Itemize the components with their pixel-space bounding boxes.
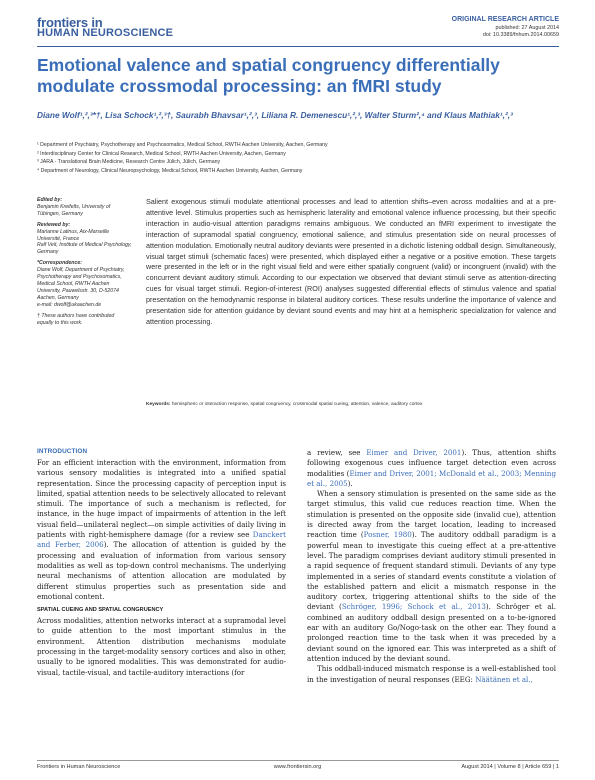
affiliation-4: ⁴ Department of Neurology, Clinical Neuropsychology, Medical School, RWTH Aachen University, Aachen, Germany bbox=[37, 167, 303, 174]
paragraph: For an efficient interaction with the environment, information from various sensory modalities is integrated into a unified spatial representation. Since the processing capacity of perception input is limited, spatial attention needs to be selectively allocated to relevant stimuli. The importance of such a mechanism is reflected, for instance, in the huge impact of impairments of attention in the left visual field—unilateral neglect—on simple activities of daily living in patients with right-hemisphere damage (for a review see Danckert and Ferber, 2006). The allocation of attention is guided by the processing and evaluation of information from various sensory modalities as well as top-down control mechanisms. The underlying neural mechanisms of attention allocation are modulated by different stimulus properties such as presentation side and emotional content. bbox=[37, 458, 286, 601]
reviewed-by-label: Reviewed by: bbox=[37, 221, 71, 228]
doi: doi: 10.3389/fnhum.2014.00659 bbox=[482, 32, 559, 38]
citation-link[interactable]: Posner, 1980 bbox=[363, 530, 412, 540]
publication-info bbox=[483, 25, 559, 39]
reviewer-1: Marianne Latinus, Aix-Marseille Université, France bbox=[37, 228, 110, 242]
footer-journal: Frontiers in Human Neuroscience bbox=[37, 764, 121, 770]
edited-by: Benjamin Kreifelts, University of Tübingen, Germany bbox=[37, 203, 111, 217]
affiliations bbox=[37, 141, 557, 175]
body-column-left bbox=[37, 448, 286, 678]
paragraph: This oddball-induced mismatch response is a well-established tool in the investigation of neural responses (EEG: Näätänen et al., bbox=[307, 664, 556, 684]
paragraph: Across modalities, attention networks interact at a supramodal level to guide attention to the most important stimulus in the environment. Attention distribution mechanisms modulate processing in the target-modality sensory cortices and also in other, usually to be ignored modalities. This was demonstrated for audio-visual, tactile-visual, and tactile-auditory interactions (for bbox=[37, 616, 286, 677]
paragraph: a review, see Eimer and Driver, 2001). Thus, attention shifts following exogenous cues influence target detection even across modalities (Eimer and Driver, 2001; McDonald et al., 2003; Menning et al., 2005). bbox=[307, 448, 556, 488]
abstract: Salient exogenous stimuli modulate attentional processes and lead to attention shifts–even across modalities and at a pre-attentive level. Stimulus properties such as hemispheric laterality and emotional valence influence processing, but their specific interaction in audio-visual attention paradigms remains ambiguous. We conducted an fMRI experiment to investigate the interaction of supramodal spatial congruency, emotional salience, and stimulus presentation side on neural processes of attention modulation. Emotionally neutral auditory deviants were presented in a dichotic listening oddball design. Simultaneously, visual target stimuli (schematic faces) were presented, which displayed either a negative or a positive emotion. These targets were presented in the left or in the right visual field and were either spatially congruent (valid) or incongruent (invalid) with the concurrent deviant auditory stimuli. According to our expectation we observed that deviant stimuli serve as attention-directing cues for visual target stimuli. Region-of-interest (ROI) analyses suggested differential effects of stimulus valence and spatial presentation on the hemodynamic response in bilateral auditory cortices. These results underline the importance of valence and presentation side for attention guidance by deviant sound events and may hint at a hemispheric specialization for valence and attention processing. bbox=[146, 197, 556, 326]
citation-link[interactable]: Danckert and Ferber, 2006 bbox=[37, 530, 286, 550]
citation-link[interactable]: Näätänen et al., bbox=[475, 674, 533, 684]
correspondence: Diane Wolf, Department of Psychiatry, Psychotherapy and Psychosomatics, Medical School, RWTH Aachen University, Pauwelsstr. 30, D-52074 Aachen, Germany bbox=[37, 267, 125, 301]
header-rule bbox=[37, 46, 559, 47]
citation-link[interactable]: Schröger, 1996; Schock et al., 2013 bbox=[341, 602, 486, 612]
affiliation-2: ² Interdisciplinary Center for Clinical Research, Medical School, RWTH Aachen University, Aachen, Germany bbox=[37, 150, 286, 157]
article-type: ORIGINAL RESEARCH ARTICLE bbox=[451, 16, 559, 23]
journal-logo-line2: HUMAN NEUROSCIENCE bbox=[37, 27, 174, 39]
paragraph: When a sensory stimulation is presented on the same side as the target stimulus, this valid cue reduces reaction time. When the stimulation is presented on the opposite side (invalid cue), attention is directed away from the target location, leading to increased reaction time (Posner, 1980). The auditory oddball paradigm is a powerful mean to investigate this cueing effect at a pre-attentive level. The paradigm comprises deviant auditory stimuli presented in a rapid sequence of frequent standard stimuli. Deviants of any type implemented in a series of standard events constitute a violation of the established pattern and elicit a mismatch response in the auditory cortex, triggering attentional shifts to the side of the deviant (Schröger, 1996; Schock et al., 2013). Schröger et al. combined an auditory oddball design presented on a to-be-ignored ear with an auditory Go/Nogo-task on the other ear. They found a prolonged reaction time to the task when it was preceded by a deviant sound on the ignored ear. This was interpreted as a shift of attention induced by the deviant sound. bbox=[307, 489, 556, 663]
footer-issue: August 2014 | Volume 8 | Article 659 | 1 bbox=[461, 764, 559, 770]
subsection-heading: SPATIAL CUEING AND SPATIAL CONGRUENCY bbox=[37, 607, 164, 614]
edited-by-label: Edited by: bbox=[37, 197, 63, 203]
section-heading-introduction: INTRODUCTION bbox=[37, 448, 88, 455]
editorial-sidebar bbox=[37, 197, 132, 330]
affiliation-3: ³ JARA - Translational Brain Medicine, Research Centre Jülich, Jülich, Germany bbox=[37, 159, 221, 166]
citation-link[interactable]: Eimer and Driver, 2001 bbox=[366, 448, 462, 457]
reviewer-2: Ralf Veit, Institute of Medical Psychology, Germany bbox=[37, 242, 132, 256]
keywords bbox=[146, 402, 556, 409]
body-column-right bbox=[307, 448, 556, 685]
keywords-list: hemispheric or interaction response, spatial congruency, crossmodal spatial cueing, attention, valence, auditory cortex bbox=[171, 402, 423, 407]
equal-contribution-note: † These authors have contributed equally to this work. bbox=[37, 312, 115, 326]
correspondence-label: *Correspondence: bbox=[37, 260, 82, 267]
keywords-label: Keywords: bbox=[146, 402, 171, 407]
footer-rule bbox=[37, 760, 559, 761]
author-list: Diane Wolf¹,²,³*†, Lisa Schock¹,²,³†, Saurabh Bhavsar¹,²,³, Liliana R. Demenescu¹,²,³, Walter Sturm²,⁴ and Klaus Mathiak¹,²,³ bbox=[37, 110, 513, 120]
affiliation-1: ¹ Department of Psychiatry, Psychotherapy and Psychosomatics, Medical School, RWTH Aachen University, Aachen, Germany bbox=[37, 142, 328, 148]
published-date: published: 27 August 2014 bbox=[495, 25, 559, 31]
journal-logo-line1: frontiers in bbox=[37, 15, 103, 30]
email-link[interactable]: e-mail: dwolf@ukaachen.de bbox=[37, 301, 102, 308]
footer-url[interactable]: www.frontiersin.org bbox=[273, 764, 322, 770]
article-title: Emotional valence and spatial congruency differentially modulate crossmodal processing: an fMRI study bbox=[37, 55, 500, 96]
citation-link[interactable]: Eimer and Driver, 2001; McDonald et al., 2003; Menning et al., 2005 bbox=[307, 468, 556, 488]
